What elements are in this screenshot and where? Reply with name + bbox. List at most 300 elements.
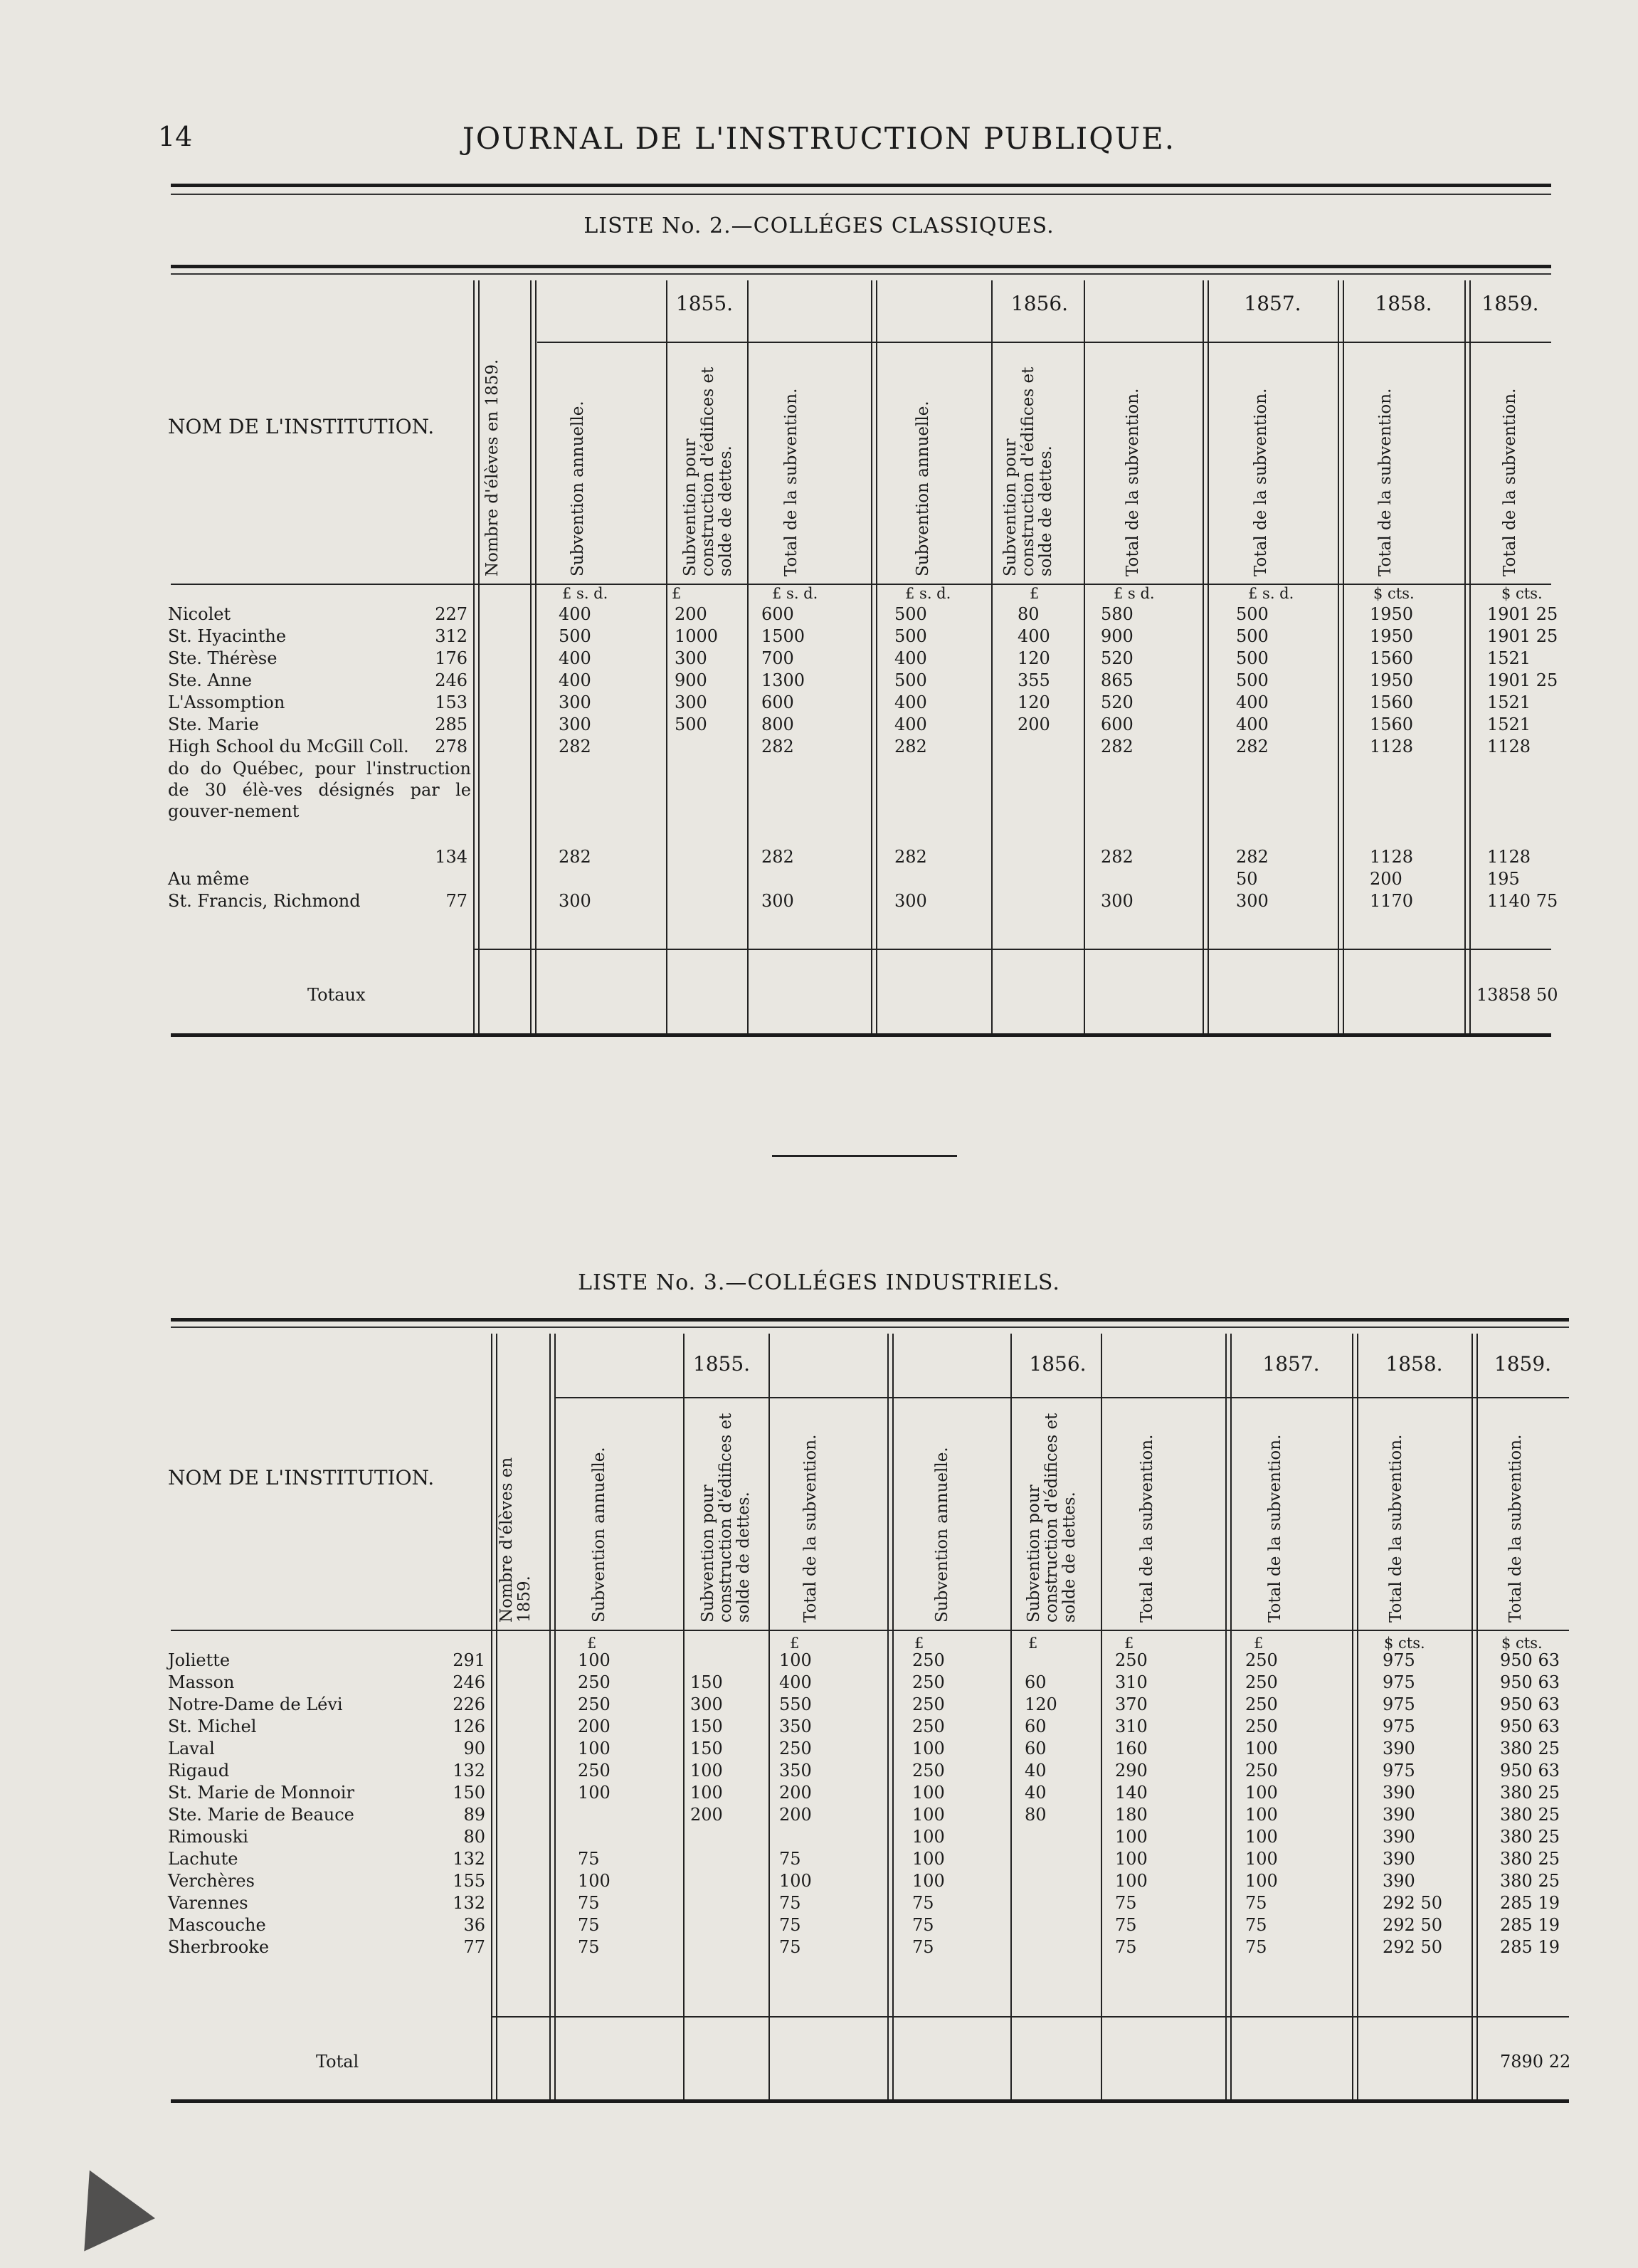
units-label: £ xyxy=(790,1635,800,1652)
column-divider xyxy=(530,280,532,1033)
column-header-total: Total de la subvention. xyxy=(1124,388,1142,576)
year-header: 1855. xyxy=(675,292,734,315)
table-cell: 1300 xyxy=(761,670,805,690)
column-header-name: NOM DE L'INSTITUTION. xyxy=(168,1466,435,1489)
table-cell: 50 xyxy=(1236,869,1258,889)
table-cell: 370 xyxy=(1115,1694,1148,1714)
table-cell: 400 xyxy=(894,648,927,668)
units-label: £ s. d. xyxy=(772,585,818,602)
table-cell: 300 xyxy=(559,692,591,712)
table-cell: 75 xyxy=(1115,1937,1137,1957)
table-cell: 500 xyxy=(675,714,707,734)
table-cell: 100 xyxy=(912,1849,945,1869)
table-cell: 282 xyxy=(1236,847,1269,867)
table-cell: 380 25 xyxy=(1500,1805,1560,1825)
table-cell: 300 xyxy=(690,1694,723,1714)
table-cell: 100 xyxy=(690,1761,723,1781)
table-cell: 600 xyxy=(761,692,794,712)
table-cell: 285 19 xyxy=(1500,1893,1560,1913)
table-cell: 100 xyxy=(1115,1849,1148,1869)
table-cell: 282 xyxy=(1236,737,1269,756)
table-cell: 950 63 xyxy=(1500,1650,1560,1670)
page-corner-mark xyxy=(54,2153,155,2251)
table-cell: 75 xyxy=(1115,1893,1137,1913)
table-top-rule-thin xyxy=(171,1326,1569,1328)
column-divider xyxy=(496,1334,497,2099)
units-label: $ cts. xyxy=(1384,1635,1425,1652)
column-divider xyxy=(491,1334,492,2099)
table-cell: 120 xyxy=(1018,692,1050,712)
table-cell: 282 xyxy=(559,847,591,867)
table-cell: 200 xyxy=(578,1716,611,1736)
table-cell: 100 xyxy=(912,1805,945,1825)
table-cell: 400 xyxy=(559,670,591,690)
table-cell: 950 63 xyxy=(1500,1761,1560,1781)
institution-name: St. Michel xyxy=(168,1716,257,1736)
table-cell: 300 xyxy=(761,891,794,911)
table-cell: 380 25 xyxy=(1500,1827,1560,1847)
institution-name: Sherbrooke xyxy=(168,1937,270,1957)
totals-top-rule xyxy=(491,2016,1569,2018)
totals-value: 7890 22 xyxy=(1500,2052,1571,2072)
table-cell: 250 xyxy=(912,1716,945,1736)
column-divider xyxy=(1208,280,1209,1033)
table-cell: 77 xyxy=(445,891,467,911)
table-cell: 700 xyxy=(761,648,794,668)
table-cell: 1521 xyxy=(1487,648,1531,668)
table-cell: 282 xyxy=(1101,737,1134,756)
table-cell: 285 xyxy=(435,714,467,734)
institution-name: Ste. Marie de Beauce xyxy=(168,1805,354,1825)
table-cell: 40 xyxy=(1025,1783,1047,1803)
table-cell: 300 xyxy=(559,891,591,911)
table-cell: 75 xyxy=(779,1937,801,1957)
table-cell: 100 xyxy=(1245,1871,1278,1891)
column-divider xyxy=(549,1334,551,2099)
units-label: £ xyxy=(1030,585,1040,602)
table-cell: 390 xyxy=(1383,1805,1415,1825)
table-cell: 160 xyxy=(1115,1739,1148,1758)
table-cell: 150 xyxy=(690,1716,723,1736)
journal-title: JOURNAL DE L'INSTRUCTION PUBLIQUE. xyxy=(462,121,1176,156)
column-divider xyxy=(871,280,872,1033)
table-top-rule xyxy=(171,1318,1569,1322)
totals-label: Totaux xyxy=(307,985,366,1005)
table-cell: 100 xyxy=(912,1783,945,1803)
table-cell: 246 xyxy=(453,1672,485,1692)
table-cell: 310 xyxy=(1115,1716,1148,1736)
table-cell: 975 xyxy=(1383,1694,1415,1714)
column-divider xyxy=(991,280,993,1033)
column-divider xyxy=(747,280,749,1033)
table-cell: 520 xyxy=(1101,692,1134,712)
column-header-total: Total de la subvention. xyxy=(1138,1434,1156,1623)
table-cell: 400 xyxy=(1236,692,1269,712)
table-cell: 290 xyxy=(1115,1761,1148,1781)
table-cell: 150 xyxy=(453,1783,485,1803)
table-cell: 1560 xyxy=(1370,648,1414,668)
column-header-total: Total de la subvention. xyxy=(1506,1434,1525,1623)
table-cell: 950 63 xyxy=(1500,1672,1560,1692)
table-cell: 975 xyxy=(1383,1761,1415,1781)
column-divider xyxy=(1010,1334,1012,2099)
table-cell: 300 xyxy=(1101,891,1134,911)
table-cell: 1950 xyxy=(1370,604,1414,624)
table-cell: 300 xyxy=(675,648,707,668)
table-cell: 100 xyxy=(578,1739,611,1758)
table-cell: 1128 xyxy=(1370,847,1414,867)
table-cell: 1901 25 xyxy=(1487,626,1558,646)
table-cell: 75 xyxy=(1245,1893,1267,1913)
table-cell: 100 xyxy=(1245,1849,1278,1869)
table-cell: 36 xyxy=(463,1915,485,1935)
table-cell: 400 xyxy=(559,604,591,624)
column-divider xyxy=(1352,1334,1353,2099)
column-header-construction: Subvention pour construction d'édifices et solde de dettes. xyxy=(1025,1413,1079,1623)
table-cell: 250 xyxy=(912,1650,945,1670)
column-divider xyxy=(1343,280,1344,1033)
table-cell: 1521 xyxy=(1487,692,1531,712)
year-header: 1859. xyxy=(1494,1352,1552,1376)
table-cell: 500 xyxy=(1236,648,1269,668)
column-divider xyxy=(1230,1334,1232,2099)
table-cell: 226 xyxy=(453,1694,485,1714)
table-cell: 132 xyxy=(453,1761,485,1781)
table-cell: 380 25 xyxy=(1500,1783,1560,1803)
table-cell: 390 xyxy=(1383,1849,1415,1869)
table-cell: 975 xyxy=(1383,1672,1415,1692)
table-cell: 1560 xyxy=(1370,714,1414,734)
table-cell: 380 25 xyxy=(1500,1849,1560,1869)
column-divider xyxy=(1476,1334,1478,2099)
table-cell: 150 xyxy=(690,1672,723,1692)
table-cell: 1170 xyxy=(1370,891,1414,911)
table-cell: 350 xyxy=(779,1716,812,1736)
header-rule-thin xyxy=(171,194,1551,195)
table-cell: 975 xyxy=(1383,1716,1415,1736)
column-divider xyxy=(535,280,537,1033)
institution-name: Varennes xyxy=(168,1893,248,1913)
table-cell: 1560 xyxy=(1370,692,1414,712)
column-divider xyxy=(1101,1334,1102,2099)
table-cell: 1901 25 xyxy=(1487,604,1558,624)
table-cell: 100 xyxy=(1245,1783,1278,1803)
table-cell: 300 xyxy=(675,692,707,712)
institution-name: Ste. Marie xyxy=(168,714,259,734)
table-cell: 400 xyxy=(779,1672,812,1692)
table-cell: 278 xyxy=(435,737,467,756)
units-label: $ cts. xyxy=(1373,585,1415,602)
table-cell: 250 xyxy=(1245,1761,1278,1781)
table-cell: 75 xyxy=(779,1849,801,1869)
table-cell: 500 xyxy=(894,604,927,624)
table-cell: 1901 25 xyxy=(1487,670,1558,690)
table-cell: 355 xyxy=(1018,670,1050,690)
column-divider xyxy=(554,1334,556,2099)
table-cell: 291 xyxy=(453,1650,485,1670)
institution-name: Notre-Dame de Lévi xyxy=(168,1694,343,1714)
table-top-rule-thin xyxy=(171,273,1551,275)
table-cell: 380 25 xyxy=(1500,1739,1560,1758)
table-cell: 100 xyxy=(912,1739,945,1758)
column-divider xyxy=(887,1334,889,2099)
column-header-name: NOM DE L'INSTITUTION. xyxy=(168,415,435,438)
table-cell: 132 xyxy=(453,1893,485,1913)
table-cell: 350 xyxy=(779,1761,812,1781)
institution-name: L'Assomption xyxy=(168,692,285,712)
table-cell: 75 xyxy=(1245,1915,1267,1935)
table-cell: 900 xyxy=(675,670,707,690)
units-label: £ xyxy=(1028,1635,1038,1652)
units-label: £ s d. xyxy=(1114,585,1155,602)
table-cell: 80 xyxy=(1018,604,1040,624)
totals-top-rule xyxy=(473,949,1551,950)
table-cell: 400 xyxy=(559,648,591,668)
table-cell: 75 xyxy=(578,1849,600,1869)
table-cell: 390 xyxy=(1383,1739,1415,1758)
table-cell: 500 xyxy=(1236,670,1269,690)
table-cell: 300 xyxy=(559,714,591,734)
header-bottom-rule xyxy=(171,584,1551,585)
table-cell: 100 xyxy=(578,1871,611,1891)
table-cell: 200 xyxy=(675,604,707,624)
column-header-annuelle: Subvention annuelle. xyxy=(569,401,587,576)
table-top-rule xyxy=(171,265,1551,268)
table-cell: 950 63 xyxy=(1500,1694,1560,1714)
table-cell: 60 xyxy=(1025,1672,1047,1692)
table-cell: 500 xyxy=(894,670,927,690)
table-cell: 390 xyxy=(1383,1783,1415,1803)
table-cell: 900 xyxy=(1101,626,1134,646)
institution-name: do do Québec, pour l'instruction de 30 élè-ves désignés par le gouver-nement xyxy=(168,759,471,821)
table-cell: 100 xyxy=(779,1871,812,1891)
year-header: 1857. xyxy=(1262,1352,1320,1376)
column-header-eleves: Nombre d'élèves en 1859. xyxy=(483,359,502,576)
table-cell: 120 xyxy=(1018,648,1050,668)
table-cell: 75 xyxy=(1115,1915,1137,1935)
table-cell: 550 xyxy=(779,1694,812,1714)
table-cell: 176 xyxy=(435,648,467,668)
year-header: 1855. xyxy=(692,1352,751,1376)
table-bottom-rule xyxy=(171,2099,1569,2103)
table-cell: 580 xyxy=(1101,604,1134,624)
totals-label: Total xyxy=(316,2052,359,2072)
table-cell: 200 xyxy=(690,1805,723,1825)
table-cell: 75 xyxy=(779,1893,801,1913)
column-header-total: Total de la subvention. xyxy=(801,1434,820,1623)
units-label: £ s. d. xyxy=(562,585,608,602)
column-header-construction: Subvention pour construction d'édifices et solde de dettes. xyxy=(699,1413,753,1623)
table-cell: 100 xyxy=(912,1827,945,1847)
table-cell: 292 50 xyxy=(1383,1937,1442,1957)
table-cell: 975 xyxy=(1383,1650,1415,1670)
table-cell: 520 xyxy=(1101,648,1134,668)
table-cell: 100 xyxy=(578,1783,611,1803)
totals-value: 13858 50 xyxy=(1476,985,1558,1005)
table-cell: 1140 75 xyxy=(1487,891,1558,911)
table-cell: 40 xyxy=(1025,1761,1047,1781)
table-cell: 282 xyxy=(761,847,794,867)
year-header: 1856. xyxy=(1010,292,1069,315)
table-cell: 400 xyxy=(894,714,927,734)
column-header-construction: Subvention pour construction d'édifices et solde de dettes. xyxy=(681,366,735,576)
column-divider xyxy=(1203,280,1204,1033)
column-divider xyxy=(1225,1334,1227,2099)
table-cell: 75 xyxy=(578,1937,600,1957)
table-cell: 90 xyxy=(463,1739,485,1758)
table-cell: 1128 xyxy=(1370,737,1414,756)
institution-name: St. Francis, Richmond xyxy=(168,891,361,911)
liste2-title: LISTE No. 2.—COLLÉGES CLASSIQUES. xyxy=(583,213,1055,238)
institution-name: St. Hyacinthe xyxy=(168,626,287,646)
table-cell: 285 19 xyxy=(1500,1915,1560,1935)
table-cell: 75 xyxy=(912,1937,934,1957)
institution-name: Joliette xyxy=(168,1650,231,1670)
table-cell: 75 xyxy=(912,1893,934,1913)
column-divider xyxy=(876,280,877,1033)
table-cell: 60 xyxy=(1025,1739,1047,1758)
table-cell: 60 xyxy=(1025,1716,1047,1736)
table-cell: 100 xyxy=(1115,1871,1148,1891)
year-underline xyxy=(555,1397,1569,1398)
year-header: 1859. xyxy=(1481,292,1539,315)
table-bottom-rule xyxy=(171,1033,1551,1037)
table-cell: 200 xyxy=(779,1783,812,1803)
units-label: £ xyxy=(914,1635,924,1652)
table-cell: 155 xyxy=(453,1871,485,1891)
column-header-total: Total de la subvention. xyxy=(1252,388,1270,576)
column-divider xyxy=(1338,280,1339,1033)
table-cell: 100 xyxy=(1245,1739,1278,1758)
column-header-total: Total de la subvention. xyxy=(1266,1434,1284,1623)
table-cell: 310 xyxy=(1115,1672,1148,1692)
table-cell: 100 xyxy=(779,1650,812,1670)
table-cell: 140 xyxy=(1115,1783,1148,1803)
column-header-eleves: Nombre d'élèves en 1859. xyxy=(497,1457,534,1623)
table-cell: 292 50 xyxy=(1383,1915,1442,1935)
column-header-total: Total de la subvention. xyxy=(782,388,800,576)
institution-name: Lachute xyxy=(168,1849,238,1869)
units-label: £ xyxy=(1254,1635,1264,1652)
table-cell: 100 xyxy=(578,1650,611,1670)
table-cell: 865 xyxy=(1101,670,1134,690)
table-cell: 75 xyxy=(578,1915,600,1935)
table-cell: 950 63 xyxy=(1500,1716,1560,1736)
table-cell: 246 xyxy=(435,670,467,690)
table-cell: 250 xyxy=(912,1694,945,1714)
column-divider xyxy=(1357,1334,1358,2099)
table-cell: 80 xyxy=(463,1827,485,1847)
year-header: 1858. xyxy=(1375,292,1432,315)
table-cell: 300 xyxy=(1236,891,1269,911)
table-cell: 282 xyxy=(894,847,927,867)
column-divider xyxy=(478,280,480,1033)
institution-name: High School du McGill Coll. xyxy=(168,737,409,756)
column-divider xyxy=(768,1334,770,2099)
year-header: 1858. xyxy=(1385,1352,1443,1376)
table-cell: 250 xyxy=(578,1694,611,1714)
table-cell: 1521 xyxy=(1487,714,1531,734)
header-bottom-rule xyxy=(171,1630,1569,1631)
table-cell: 500 xyxy=(894,626,927,646)
table-cell: 227 xyxy=(435,604,467,624)
table-cell: 200 xyxy=(1018,714,1050,734)
table-cell: 292 50 xyxy=(1383,1893,1442,1913)
table-cell: 250 xyxy=(1245,1672,1278,1692)
table-cell: 390 xyxy=(1383,1871,1415,1891)
table-cell: 400 xyxy=(894,692,927,712)
table-cell: 200 xyxy=(779,1805,812,1825)
column-divider xyxy=(1464,280,1466,1033)
table-cell: 285 19 xyxy=(1500,1937,1560,1957)
table-cell: 390 xyxy=(1383,1827,1415,1847)
table-cell: 80 xyxy=(1025,1805,1047,1825)
table-cell: 89 xyxy=(463,1805,485,1825)
institution-name: Ste. Anne xyxy=(168,670,252,690)
table-cell: 120 xyxy=(1025,1694,1057,1714)
column-divider xyxy=(473,280,475,1033)
institution-name: Au même xyxy=(168,869,250,889)
table-cell: 1500 xyxy=(761,626,805,646)
institution-name: Nicolet xyxy=(168,604,231,624)
institution-name: Ste. Thérèse xyxy=(168,648,278,668)
year-header: 1857. xyxy=(1244,292,1301,315)
table-cell: 75 xyxy=(779,1915,801,1935)
column-header-total: Total de la subvention. xyxy=(1387,1434,1405,1623)
table-cell: 400 xyxy=(1018,626,1050,646)
table-cell: 282 xyxy=(761,737,794,756)
institution-name: Rigaud xyxy=(168,1761,230,1781)
units-label: £ xyxy=(587,1635,597,1652)
units-label: £ s. d. xyxy=(1248,585,1294,602)
units-label: £ xyxy=(672,585,682,602)
table-cell: 250 xyxy=(578,1761,611,1781)
table-cell: 77 xyxy=(463,1937,485,1957)
table-cell: 250 xyxy=(1245,1716,1278,1736)
table-cell: 282 xyxy=(1101,847,1134,867)
table-cell: 100 xyxy=(1115,1827,1148,1847)
table-cell: 312 xyxy=(435,626,467,646)
column-header-total: Total de la subvention. xyxy=(1376,388,1395,576)
table-cell: 1950 xyxy=(1370,626,1414,646)
table-cell: 1950 xyxy=(1370,670,1414,690)
liste3-title: LISTE No. 3.—COLLÉGES INDUSTRIELS. xyxy=(578,1270,1060,1295)
table-cell: 500 xyxy=(559,626,591,646)
table-cell: 1128 xyxy=(1487,737,1531,756)
section-separator xyxy=(772,1155,957,1157)
table-cell: 250 xyxy=(912,1761,945,1781)
table-cell: 1128 xyxy=(1487,847,1531,867)
table-cell: 250 xyxy=(1245,1650,1278,1670)
institution-name: St. Marie de Monnoir xyxy=(168,1783,354,1803)
column-header-annuelle: Subvention annuelle. xyxy=(590,1447,608,1623)
table-cell: 250 xyxy=(779,1739,812,1758)
table-cell: 180 xyxy=(1115,1805,1148,1825)
table-cell: 500 xyxy=(1236,626,1269,646)
column-divider xyxy=(1471,1334,1473,2099)
units-label: $ cts. xyxy=(1501,585,1543,602)
table-cell: 75 xyxy=(578,1893,600,1913)
table-cell: 800 xyxy=(761,714,794,734)
table-cell: 250 xyxy=(912,1672,945,1692)
table-cell: 250 xyxy=(1245,1694,1278,1714)
table-cell: 134 xyxy=(435,847,467,867)
table-cell: 100 xyxy=(912,1871,945,1891)
table-cell: 100 xyxy=(1245,1805,1278,1825)
units-label: £ xyxy=(1124,1635,1134,1652)
table-cell: 600 xyxy=(761,604,794,624)
table-cell: 132 xyxy=(453,1849,485,1869)
